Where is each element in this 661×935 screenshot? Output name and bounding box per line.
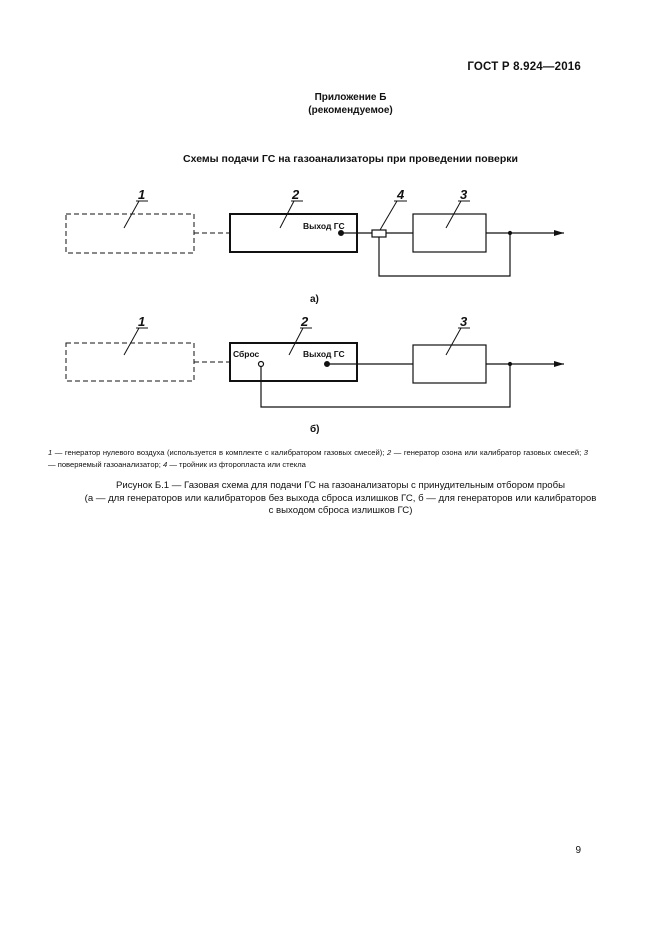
label-b-1: 1	[138, 314, 146, 329]
block-a3-analyzer	[413, 214, 486, 252]
port-out-label-b: Выход ГС	[303, 349, 345, 359]
block-a2-ozone-generator	[230, 214, 357, 252]
port-out-label-a: Выход ГС	[303, 221, 345, 231]
section-title: Схемы подачи ГС на газоанализаторы при проведении поверки	[183, 153, 518, 165]
vent-port-b	[259, 362, 264, 367]
leader-b1	[124, 328, 139, 355]
legend-num-2: 2	[386, 448, 392, 457]
legend-text-4: — тройник из фторопласта или стекла	[167, 460, 306, 469]
tee-fitting	[372, 230, 386, 237]
leader-b3	[446, 328, 461, 355]
caption-a: а)	[310, 294, 319, 305]
label-b-3: 3	[460, 314, 468, 329]
leader-a4	[380, 201, 397, 230]
block-b1-zero-air-generator	[66, 343, 194, 381]
figure-caption	[10, 480, 661, 518]
label-a-3: 3	[460, 187, 468, 202]
block-a1-zero-air-generator	[66, 214, 194, 253]
figure-caption-line1: Рисунок Б.1 — Газовая схема для подачи ГС на газоанализаторы с принудительным отбором пробы	[115, 480, 566, 491]
bypass-pipe-b	[261, 364, 510, 407]
page-number: 9	[575, 845, 581, 856]
legend-text-3: — поверяемый газоанализатор;	[48, 460, 163, 469]
caption-b: б)	[310, 424, 320, 435]
legend-num-3: 3	[583, 448, 588, 457]
leader-b2	[289, 328, 303, 355]
port-vent-label-b: Сброс	[233, 349, 260, 359]
legend-num-4: 4	[163, 460, 168, 469]
appendix-subtitle: (рекомендуемое)	[308, 105, 393, 116]
figure-caption-line2: (а — для генераторов или калибраторов без выхода сброса излишков ГС, б — для генераторов или калибраторов	[84, 492, 597, 504]
appendix-title: Приложение Б	[314, 92, 387, 103]
figure-caption-line3: с выходом сброса излишков ГС)	[268, 505, 413, 516]
legend-num-1: 1	[48, 448, 53, 457]
standard-number: ГОСТ Р 8.924—2016	[467, 61, 581, 73]
figure-legend	[48, 447, 588, 471]
block-b3-analyzer	[413, 345, 486, 383]
label-a-2: 2	[292, 187, 300, 202]
label-a-4: 4	[397, 187, 405, 202]
diagram-b	[66, 328, 564, 407]
label-a-1: 1	[138, 187, 146, 202]
diagram-a	[66, 201, 564, 276]
legend-text-1: — генератор нулевого воздуха (используется в комплекте с калибратором газовых смесей);	[52, 448, 387, 457]
legend-text-2: — генератор озона или калибратор газовых смесей;	[391, 448, 584, 457]
bypass-pipe-a	[379, 233, 510, 276]
label-b-2: 2	[301, 314, 309, 329]
